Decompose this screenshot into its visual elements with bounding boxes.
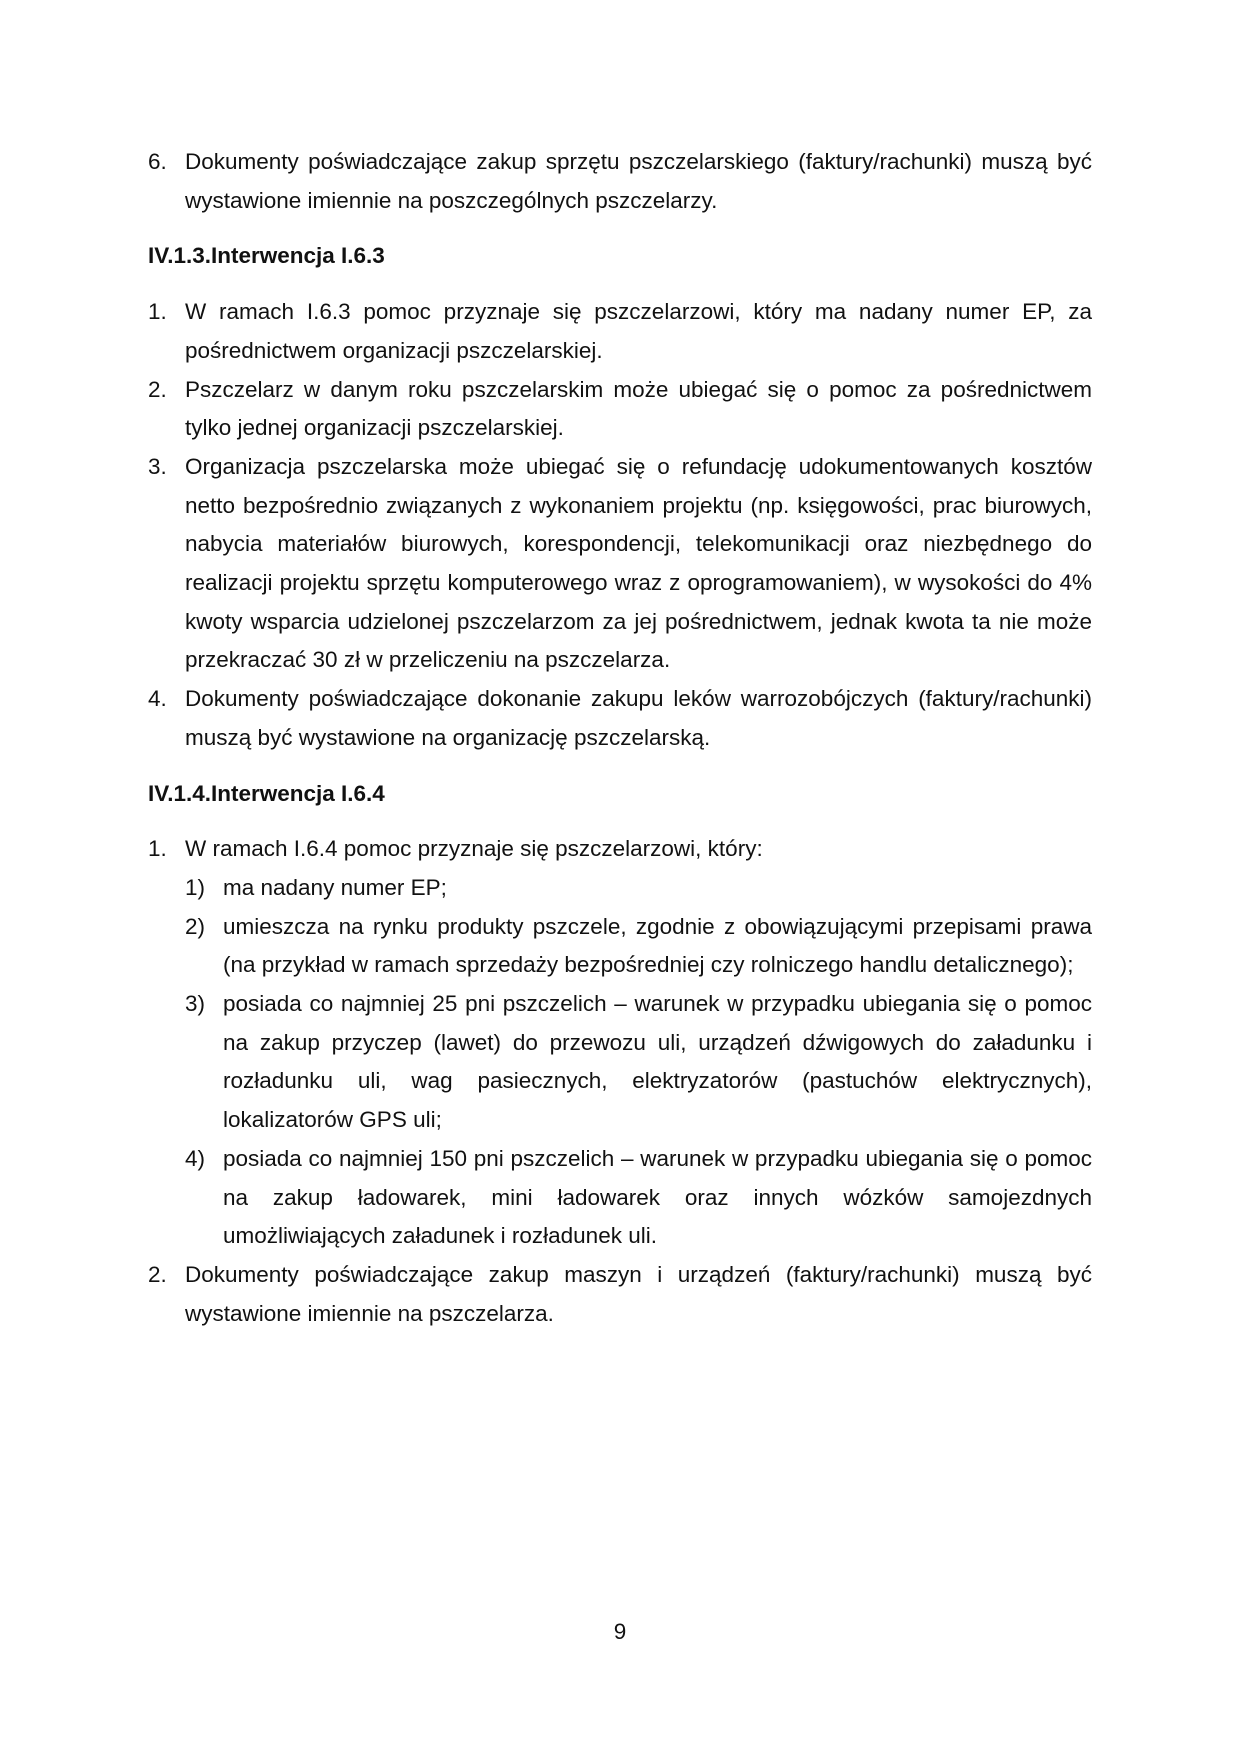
- list-item: [148, 448, 1092, 680]
- sub-list-item-text: ma nadany numer EP;: [223, 874, 447, 900]
- sub-list-item-text: posiada co najmniej 150 pni pszczelich – warunek w przypadku ubiegania się o pomoc na zakup ładowarek, mini ładowarek oraz innych wózków samojezdnych umożliwiających załadunek i rozładunek uli.: [223, 1145, 1092, 1249]
- sub-list-item: [148, 1140, 1092, 1256]
- list-item: [148, 1256, 1092, 1333]
- sub-list-item-number: 2): [185, 913, 206, 939]
- sub-list-item-number: 4): [185, 1145, 206, 1171]
- list-item-number: 6.: [148, 149, 167, 174]
- section-heading-i63: IV.1.3.Interwencja I.6.3: [148, 243, 385, 269]
- list-item: [148, 830, 1092, 869]
- sub-list-item-number: 1): [185, 874, 206, 900]
- sub-list-item-text: umieszcza na rynku produkty pszczele, zgodnie z obowiązującymi przepisami prawa (na przykład w ramach sprzedaży bezpośredniej czy rolniczego handlu detalicznego);: [223, 913, 1092, 978]
- sub-list-item-text: posiada co najmniej 25 pni pszczelich – warunek w przypadku ubiegania się o pomoc na zakup przyczep (lawet) do przewozu uli, urządzeń dźwigowych do załadunku i rozładunku uli, wag pasiecznych, elektryzatorów (pastuchów elektrycznych), lokalizatorów GPS uli;: [223, 991, 1092, 1133]
- list-item: [148, 293, 1092, 370]
- list-item-text: Dokumenty poświadczające zakup maszyn i urządzeń (faktury/rachunki) muszą być wystawione imiennie na pszczelarza.: [185, 1261, 1092, 1326]
- list-item-text: W ramach I.6.4 pomoc przyznaje się pszczelarzowi, który:: [185, 836, 763, 862]
- list-item: [148, 371, 1092, 448]
- list-item-text: Dokumenty poświadczające zakup sprzętu pszczelarskiego (faktury/rachunki) muszą być wystawione imiennie na poszczególnych pszczelarzy.: [185, 149, 1092, 213]
- page-content: [148, 143, 1092, 1333]
- sub-list-item: [148, 908, 1092, 985]
- list-item-text: Organizacja pszczelarska może ubiegać się o refundację udokumentowanych kosztów netto bezpośrednio związanych z wykonaniem projektu (np. księgowości, prac biurowych, nabycia materiałów biurowych, korespondencji, telekomunikacji oraz niezbędnego do realizacji projektu sprzętu komputerowego wraz z oprogramowaniem), w wysokości do 4% kwoty wsparcia udzielonej pszczelarzom za jej pośrednictwem, jednak kwota ta nie może przekraczać 30 zł w przeliczeniu na pszczelarza.: [185, 453, 1092, 673]
- sub-list-item: [148, 869, 1092, 908]
- list-item-number: 4.: [148, 686, 167, 712]
- list-item-number: 1.: [148, 299, 167, 325]
- list-item-number: 2.: [148, 376, 167, 402]
- list-item-number: 1.: [148, 836, 167, 862]
- list-item-number: 3.: [148, 453, 167, 479]
- sub-list-item-number: 3): [185, 991, 206, 1017]
- list-item: [148, 143, 1092, 220]
- list-item-text: Pszczelarz w danym roku pszczelarskim może ubiegać się o pomoc za pośrednictwem tylko jednej organizacji pszczelarskiej.: [185, 376, 1092, 441]
- page-number: 9: [613, 1619, 627, 1644]
- list-item: [148, 680, 1092, 757]
- list-item-number: 2.: [148, 1261, 167, 1287]
- list-item-text: W ramach I.6.3 pomoc przyznaje się pszczelarzowi, który ma nadany numer EP, za pośrednictwem organizacji pszczelarskiej.: [185, 299, 1092, 363]
- sub-list-item: [148, 985, 1092, 1140]
- section-heading-i64: IV.1.4.Interwencja I.6.4: [148, 780, 385, 806]
- list-item-text: Dokumenty poświadczające dokonanie zakupu leków warrozobójczych (faktury/rachunki) muszą być wystawione na organizację pszczelarską.: [185, 686, 1092, 750]
